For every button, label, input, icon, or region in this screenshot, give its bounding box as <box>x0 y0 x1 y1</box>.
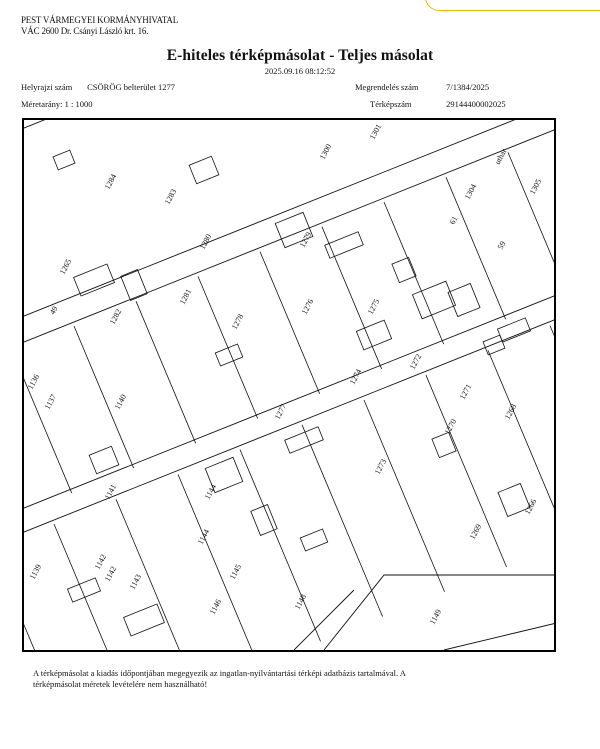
parcel-number-value: CSÖRÖG belterület 1277 <box>87 82 175 92</box>
scale-label: Méretarány: <box>21 99 63 109</box>
parcel-label: 1281 <box>177 287 194 306</box>
parcel-label: 1144 <box>202 482 219 501</box>
issuing-office <box>21 15 178 36</box>
corner-tab-decoration <box>425 0 600 11</box>
office-address: VÁC 2600 Dr. Csányi László krt. 16. <box>21 25 149 36</box>
parcel-label: 1275 <box>365 297 382 316</box>
parcel-label: 1141 <box>102 482 119 501</box>
parcel-divider <box>426 375 507 567</box>
parcel-label: 1268 <box>502 402 519 421</box>
parcel-label: 1273 <box>372 457 389 476</box>
building-outline <box>189 156 219 184</box>
parcel-divider <box>508 152 554 294</box>
parcel-divider <box>384 202 444 344</box>
block-boundaries <box>24 120 554 650</box>
parcel-label: 1140 <box>112 392 129 411</box>
parcel-divider <box>302 425 383 617</box>
parcel-label: 1304 <box>462 182 479 201</box>
parcel-number-label: Helyrajzi szám <box>21 82 73 92</box>
building-outline <box>251 505 277 536</box>
parcel-label: 1277 <box>272 402 289 421</box>
building-outline <box>448 283 480 316</box>
parcel-number-row <box>21 82 175 92</box>
building-outline <box>497 318 530 342</box>
parcel-divider <box>198 276 258 418</box>
issue-timestamp: 2025.09.16 08:12:52 <box>264 66 336 76</box>
order-number-value: 7/1384/2025 <box>446 82 490 92</box>
parcel-label: 1149 <box>427 607 444 626</box>
parcel-label: 49 <box>47 304 60 316</box>
order-number-label: Megrendelés szám <box>355 82 419 92</box>
building-outline <box>53 150 75 170</box>
parcel-label: 1301 <box>367 122 384 141</box>
parcel-label: uthar <box>492 147 509 166</box>
disclaimer-line-2: térképmásolat méretek levételére nem használható! <box>33 678 208 689</box>
parcel-divider <box>550 326 554 518</box>
parcel-label: 1300 <box>317 142 334 161</box>
parcel-divider <box>260 252 320 394</box>
parcel-label: 1271 <box>457 382 474 401</box>
parcel-label: 1142 <box>102 564 119 583</box>
parcel-dividers <box>24 120 554 650</box>
parcel-label: 1272 <box>407 352 424 371</box>
parcel-divider <box>178 474 259 650</box>
building-outline <box>300 529 327 551</box>
parcel-label: 1146 <box>207 597 224 616</box>
parcel-label: 1305 <box>527 177 544 196</box>
scale-value: 1 : 1000 <box>64 99 93 109</box>
parcel-label: 1279 <box>297 230 314 249</box>
parcel-label: 1266 <box>522 497 539 516</box>
parcel-label: 1144 <box>195 527 212 546</box>
disclaimer-line-1: A térképmásolat a kiadás időpontjában megegyezik az ingatlan-nyilvántartási térképi adatbázis tartalmával. A <box>33 668 406 678</box>
building-outline <box>483 335 505 355</box>
order-number-row <box>355 82 489 92</box>
parcel-label: 1276 <box>299 297 316 316</box>
building-outline <box>124 604 165 636</box>
parcel-label: 1145 <box>227 562 244 581</box>
parcel-label: 1143 <box>127 572 144 591</box>
cadastral-map-svg <box>24 120 554 650</box>
parcel-label: 1139 <box>27 562 44 581</box>
building-outline <box>89 446 119 474</box>
parcel-label: 1270 <box>442 417 459 436</box>
map-number-row <box>370 99 506 109</box>
building-outline <box>215 344 242 366</box>
parcel-label: 1137 <box>42 392 59 411</box>
parcel-divider <box>24 549 73 650</box>
map-number-label: Térképszám <box>370 99 412 109</box>
building-outline <box>285 427 324 453</box>
building-outline <box>412 281 455 319</box>
building-outline <box>356 320 391 350</box>
parcel-divider <box>116 499 197 650</box>
parcel-label: 59 <box>495 239 508 251</box>
parcel-divider <box>364 400 445 592</box>
document-title: E-hiteles térképmásolat - Teljes másolat <box>166 47 434 64</box>
parcel-label: 1265 <box>57 257 74 276</box>
parcel-label: 1280 <box>197 232 214 251</box>
parcel-label: 1136 <box>25 372 42 391</box>
parcel-label: 1274 <box>347 367 364 386</box>
parcel-divider <box>240 450 321 642</box>
parcel-label: 61 <box>447 214 460 226</box>
cadastral-map <box>22 118 556 652</box>
parcel-labels <box>26 123 543 626</box>
parcel-label: 1269 <box>467 522 484 541</box>
building-outline <box>121 270 147 301</box>
building-outline <box>74 264 115 296</box>
building-outline <box>67 578 100 602</box>
parcel-label: 1278 <box>229 312 246 331</box>
parcel-label: 1284 <box>102 172 119 191</box>
parcel-divider <box>136 301 196 443</box>
parcel-label: 1142 <box>92 552 109 571</box>
building-outline <box>325 232 364 258</box>
parcel-label: 1283 <box>162 187 179 206</box>
map-number-value: 29144400002025 <box>446 99 506 109</box>
building-outline <box>432 432 456 457</box>
parcel-divider <box>54 524 135 650</box>
parcel-divider <box>488 350 554 542</box>
parcel-label: 1282 <box>107 307 124 326</box>
office-name: PEST VÁRMEGYEI KORMÁNYHIVATAL <box>21 15 178 25</box>
scale-row <box>21 99 93 109</box>
disclaimer <box>33 668 533 689</box>
parcel-divider <box>24 351 72 493</box>
parcel-label: 1148 <box>292 592 309 611</box>
